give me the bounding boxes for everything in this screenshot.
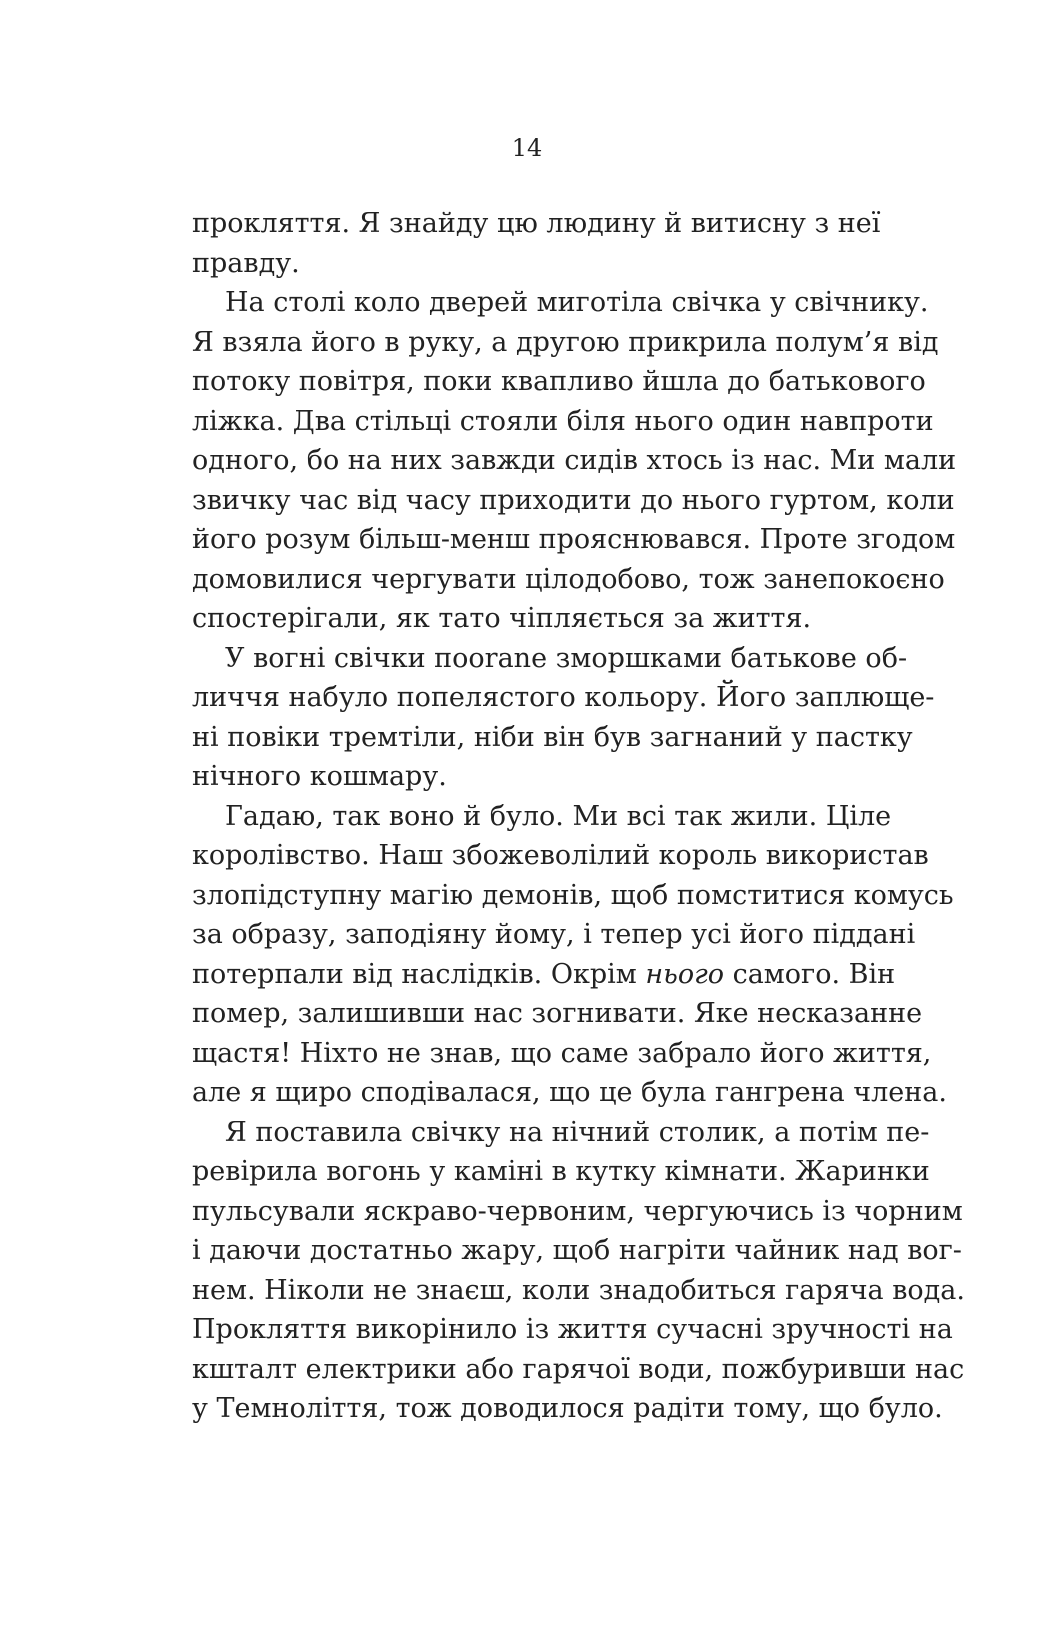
text-line: Гадаю, так воно й було. Ми всі так жили. Ціле <box>225 800 892 832</box>
text-line: На столі коло дверей миготіла свічка у свічнику. <box>225 287 929 318</box>
text-line: звичку час від часу приходити до нього гуртом, коли <box>192 484 955 516</box>
text-line: ні повіки тремтіли, ніби він був загнаний у пастку <box>192 721 913 753</box>
paragraph-2 <box>192 283 957 639</box>
italic-word: нього <box>645 958 724 990</box>
text-line: помер, залишивши нас зогнивати. Яке несказанне <box>192 998 923 1029</box>
page-number: 14 <box>511 134 543 162</box>
text-line: домовилися чергувати цілодобово, тож занепокоєно <box>192 563 945 595</box>
text-line: личчя набуло попелястого кольору. Його заплющe- <box>192 682 935 713</box>
text-line-with-italic <box>192 955 896 995</box>
text-line: щастя! Ніхто не знав, що саме забрало його життя, <box>192 1037 932 1069</box>
text-line: потоку повітря, поки квапливо йшла до батькового <box>192 366 926 397</box>
page-text <box>192 204 965 1429</box>
text-line: Я поставила свічку на нічний столик, а потім пе- <box>225 1116 930 1148</box>
text-line: одного, бо на них завжди сидів хтось із нас. Ми мали <box>192 445 957 476</box>
text-line: кшталт електрики або гарячої води, пожбуривши нас <box>192 1353 965 1385</box>
text-line: його розум більш-менш прояснювався. Проте згодом <box>192 524 956 555</box>
text-line: правду. <box>192 247 300 279</box>
text-line: за образу, заподіяну йому, і тепер усі його піддані <box>192 919 916 950</box>
text-line: нем. Ніколи не знаєш, коли знадобиться гаряча вода. <box>192 1274 965 1306</box>
text-line: У вогні свічки поorane зморшками батькове об- <box>225 642 908 674</box>
text-line: пульсували яскраво-червоним, чергуючись із чорним <box>192 1195 963 1227</box>
paragraph-4 <box>192 797 954 1113</box>
text-line: Прокляття викорінило із життя сучасні зручності на <box>192 1314 953 1345</box>
text-line: але я щиро сподівалася, що це була гангрена члена. <box>192 1077 947 1108</box>
text-line: королівство. Наш збожеволілий король використав <box>192 840 929 871</box>
paragraph-1 <box>192 204 881 283</box>
text-segment: потерпали від наслідків. Окрім <box>192 958 646 990</box>
text-line: Я взяла його в руку, а другою прикрила полум’я від <box>192 326 939 358</box>
text-line: прокляття. Я знайду цю людину й витисну з неї <box>192 208 881 239</box>
text-line: спостерігали, як тато чіпляється за життя. <box>192 603 812 634</box>
text-line: злопідступну магію демонів, щоб помститися комусь <box>192 879 954 911</box>
text-line: нічного кошмару. <box>192 761 447 792</box>
paragraph-5 <box>192 1113 965 1429</box>
text-line: ревірила вогонь у каміні в кутку кімнати. Жаринки <box>192 1156 930 1187</box>
text-line: і даючи достатньо жару, щоб нагріти чайник над вог- <box>192 1235 962 1266</box>
paragraph-3 <box>192 639 935 797</box>
text-line: ліжка. Два стільці стояли біля нього один навпроти <box>192 405 934 437</box>
text-segment: самого. Він <box>723 958 896 990</box>
text-line: у Темноліття, тож доводилося радіти тому, що було. <box>192 1393 943 1424</box>
